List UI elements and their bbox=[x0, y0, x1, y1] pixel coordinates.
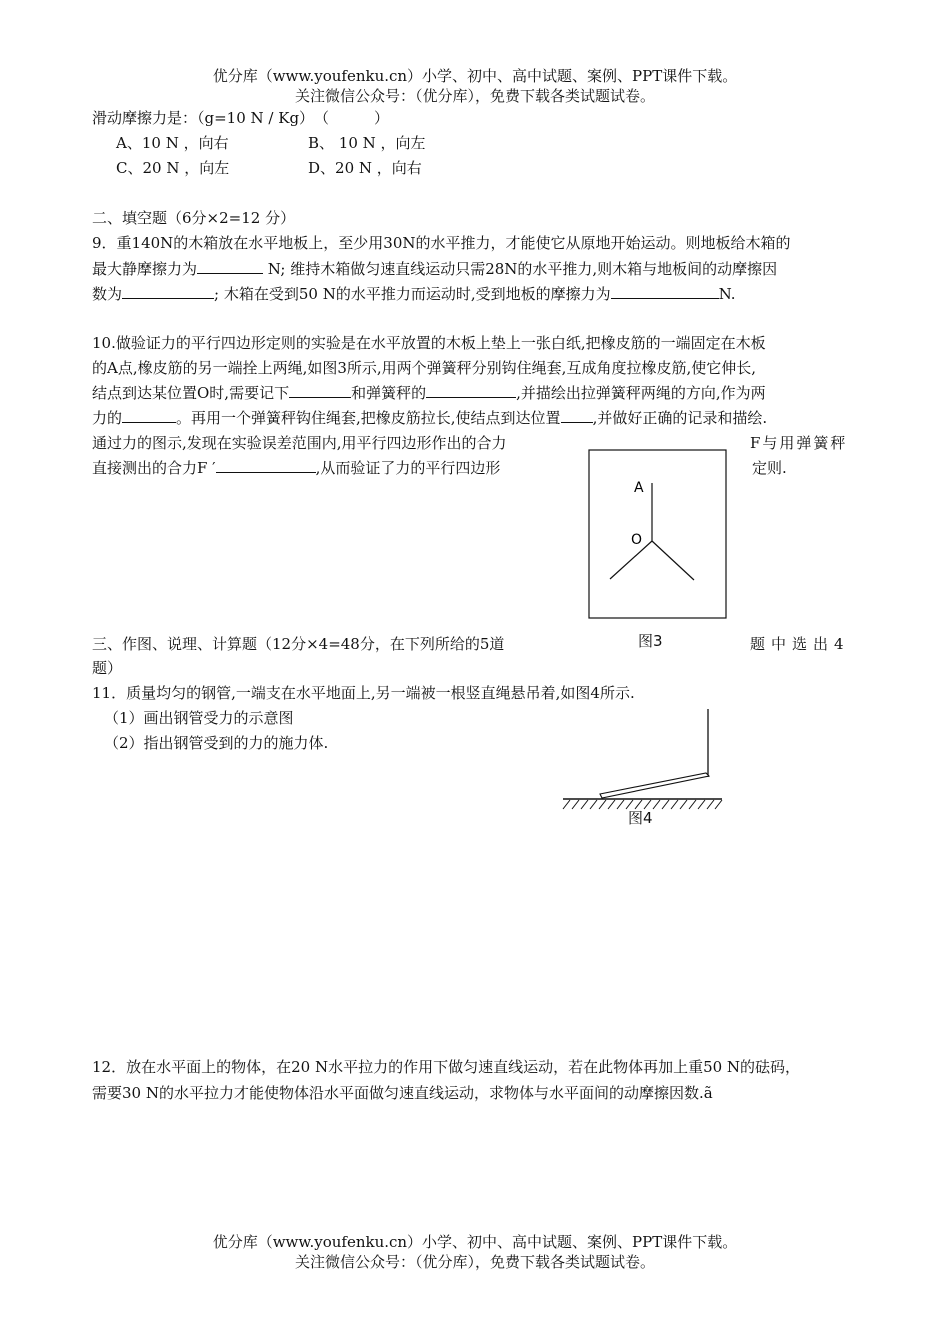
point-o-label: O bbox=[631, 532, 643, 548]
q12-line-1: 12．放在水平面上的物体，在20 N水平拉力的作用下做匀速直线运动，若在此物体再加上重50 N的砝码， bbox=[92, 1058, 801, 1076]
q8-option-a: A、10 N ，向右 bbox=[116, 134, 229, 152]
q10-line-4 bbox=[92, 408, 767, 428]
q11-stem: 11．质量均匀的钢管,一端支在水平地面上,另一端被一根竖直绳悬吊着,如图4所示. bbox=[92, 684, 635, 702]
section-3-title-a: 三、作图、说理、计算题（12分×4=48分，在下列所给的5道 bbox=[92, 635, 505, 653]
q11-part-2: （2）指出钢管受到的力的施力体. bbox=[104, 734, 329, 752]
header-line-2: 关注微信公众号：（优分库），免费下载各类试题试卷。 bbox=[294, 87, 655, 105]
q10-text: ,并做好正确的记录和描绘. bbox=[592, 409, 768, 427]
section-3-title-b: 题中选出4 bbox=[750, 635, 850, 653]
answer-blank[interactable] bbox=[289, 383, 351, 398]
q10-line-5b: F与用弹簧秤 bbox=[750, 434, 848, 452]
q10-line-1: 10.做验证力的平行四边形定则的实验是在水平放置的木板上垫上一张白纸,把橡皮筋的一端固定在木板 bbox=[92, 334, 766, 352]
figure-3-frame bbox=[589, 450, 726, 618]
figure-3 bbox=[588, 449, 730, 621]
q9-line-2 bbox=[92, 259, 777, 279]
q10-text: ,并描绘出拉弹簧秤两绳的方向,作为两 bbox=[516, 384, 766, 402]
section-3-title-c: 题） bbox=[92, 659, 123, 677]
q9-text: N. bbox=[718, 285, 736, 303]
q10-text: 。再用一个弹簧秤钩住绳套,把橡皮筋拉长,使结点到达位置 bbox=[176, 409, 561, 427]
q10-line-6 bbox=[92, 458, 500, 478]
answer-blank[interactable] bbox=[611, 284, 719, 299]
answer-blank[interactable] bbox=[216, 458, 316, 473]
q8-option-d: D、20 N ，向右 bbox=[308, 159, 422, 177]
q11-part-1: （1）画出钢管受力的示意图 bbox=[104, 709, 294, 727]
footer-line-1: 优分库（www.youfenku.cn）小学、初中、高中试题、案例、PPT课件下载。 bbox=[212, 1233, 738, 1251]
q9-line-3 bbox=[92, 284, 736, 304]
q10-text: 结点到达某位置O时,需要记下 bbox=[92, 384, 290, 402]
point-a-label: A bbox=[634, 480, 644, 496]
answer-blank[interactable] bbox=[426, 383, 516, 398]
q12-line-2: 需要30 N的水平拉力才能使物体沿水平面做匀速直线运动，求物体与水平面间的动摩擦因数.ã bbox=[92, 1084, 713, 1102]
q10-text: ,从而验证了力的平行四边形 bbox=[315, 459, 501, 477]
footer-line-2: 关注微信公众号：（优分库），免费下载各类试题试卷。 bbox=[294, 1253, 655, 1271]
section-2-title: 二、填空题（6分×2=12 分） bbox=[92, 209, 296, 227]
answer-blank[interactable] bbox=[122, 284, 214, 299]
q10-text: 力的 bbox=[92, 409, 123, 427]
q10-text: 直接测出的合力F ′ bbox=[92, 459, 216, 477]
q10-line-6c: 定则. bbox=[752, 459, 787, 477]
q9-line-1: 9．重140N的木箱放在水平地板上，至少用30N的水平推力，才能使它从原地开始运动。则地板给木箱的 bbox=[92, 234, 791, 252]
steel-pipe bbox=[600, 773, 709, 798]
q9-text: 数为 bbox=[92, 285, 123, 303]
q8-option-b: B、 10 N ，向左 bbox=[308, 134, 426, 152]
answer-blank[interactable] bbox=[561, 408, 593, 423]
figure-4-caption: 图4 bbox=[628, 809, 653, 827]
header-line-1: 优分库（www.youfenku.cn）小学、初中、高中试题、案例、PPT课件下载。 bbox=[212, 67, 738, 85]
q9-text: 最大静摩擦力为 bbox=[92, 260, 198, 278]
q9-text: N; 维持木箱做匀速直线运动只需28N的水平推力,则木箱与地板间的动摩擦因 bbox=[263, 260, 778, 278]
q10-line-3 bbox=[92, 383, 766, 403]
answer-blank[interactable] bbox=[122, 408, 176, 423]
figure-4 bbox=[560, 705, 730, 810]
q8-option-c: C、20 N ，向左 bbox=[116, 159, 230, 177]
q10-line-5a: 通过力的图示,发现在实验误差范围内,用平行四边形作出的合力 bbox=[92, 434, 507, 452]
answer-blank[interactable] bbox=[197, 259, 263, 274]
figure-3-caption: 图3 bbox=[638, 632, 663, 650]
q8-stem-tail: 滑动摩擦力是：（g=10 N / Kg） （ ） bbox=[92, 109, 390, 127]
q10-text: 和弹簧秤的 bbox=[351, 384, 427, 402]
q9-text: ; 木箱在受到50 N的水平推力而运动时,受到地板的摩擦力为 bbox=[214, 285, 611, 303]
q10-line-2: 的A点,橡皮筋的另一端拴上两绳,如图3所示,用两个弹簧秤分别钩住绳套,互成角度拉橡皮筋,使它伸长, bbox=[92, 359, 756, 377]
rope-right-line bbox=[652, 541, 694, 580]
